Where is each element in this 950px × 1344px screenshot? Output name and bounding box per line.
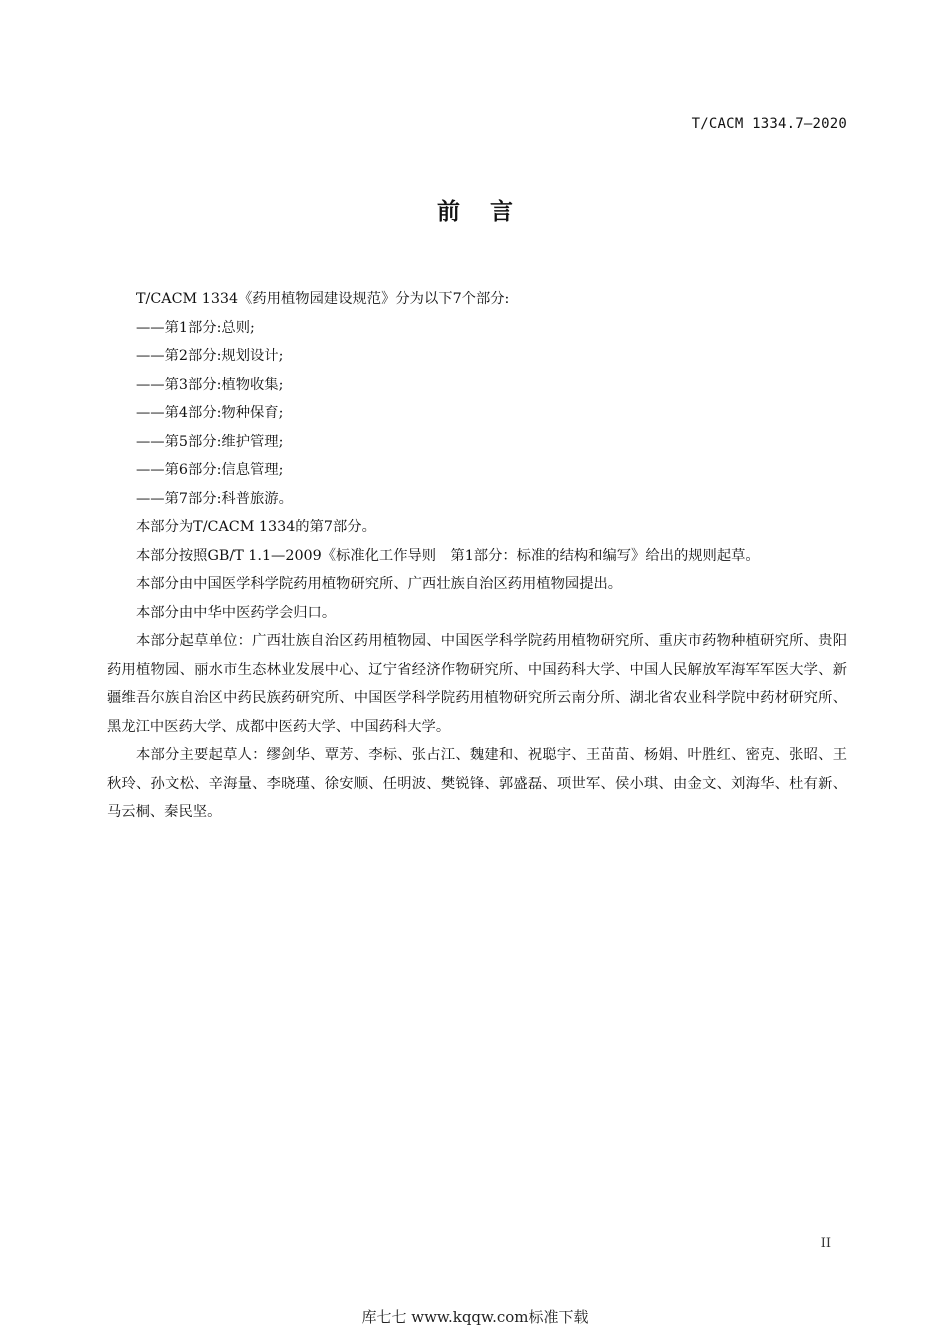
paragraph-proposer: 本部分由中国医学科学院药用植物研究所、广西壮族自治区药用植物园提出。 [136, 576, 623, 592]
paragraph-intro: T/CACM 1334《药用植物园建设规范》分为以下7个部分: [136, 291, 510, 307]
list-item-part-7: ——第7部分:科普旅游。 [136, 490, 293, 507]
foreword-body [107, 285, 847, 827]
page-title: 前言 [437, 199, 543, 225]
paragraph-part-statement: 本部分为T/CACM 1334的第7部分。 [136, 519, 376, 535]
paragraph-administrator: 本部分由中华中医药学会归口。 [136, 604, 337, 621]
paragraph-drafting-units: 本部分起草单位：广西壮族自治区药用植物园、中国医学科学院药用植物研究所、重庆市药物种植研究所、贵阳药用植物园、丽水市生态林业发展中心、辽宁省经济作物研究所、中国药科大学、中国人民解放军海军军医大学、新疆维吾尔族自治区中药民族药研究所、中国医学科学院药用植物研究所云南分所、湖北省农业科学院中药材研究所、黑龙江中医药大学、成都中医药大学、中国药科大学。 [107, 633, 847, 735]
page-number: II [820, 1236, 831, 1251]
paragraph-drafters: 本部分主要起草人：缪剑华、覃芳、李标、张占江、魏建和、祝聪宇、王苗苗、杨娟、叶胜红、密克、张昭、王秋玲、孙文松、辛海量、李晓瑾、徐安顺、任明波、樊锐锋、郭盛磊、项世军、侯小琪、由金文、刘海华、杜有新、马云桐、秦民坚。 [107, 747, 847, 820]
list-item-part-4: ——第4部分:物种保育; [136, 405, 284, 421]
list-item-part-3: ——第3部分:植物收集; [136, 376, 284, 393]
list-item-part-2: ——第2部分:规划设计; [136, 348, 284, 364]
list-item-part-1: ——第1部分:总则; [136, 319, 255, 336]
download-watermark: 库七七 www.kqqw.com标准下载 [361, 1308, 589, 1326]
paragraph-drafting-rules: 本部分按照GB/T 1.1—2009《标准化工作导则 第1部分：标准的结构和编写》给出的规则起草。 [136, 547, 760, 564]
standard-code: T/CACM 1334.7—2020 [691, 116, 847, 132]
list-item-part-5: ——第5部分:维护管理; [136, 433, 284, 450]
list-item-part-6: ——第6部分:信息管理; [136, 462, 284, 478]
